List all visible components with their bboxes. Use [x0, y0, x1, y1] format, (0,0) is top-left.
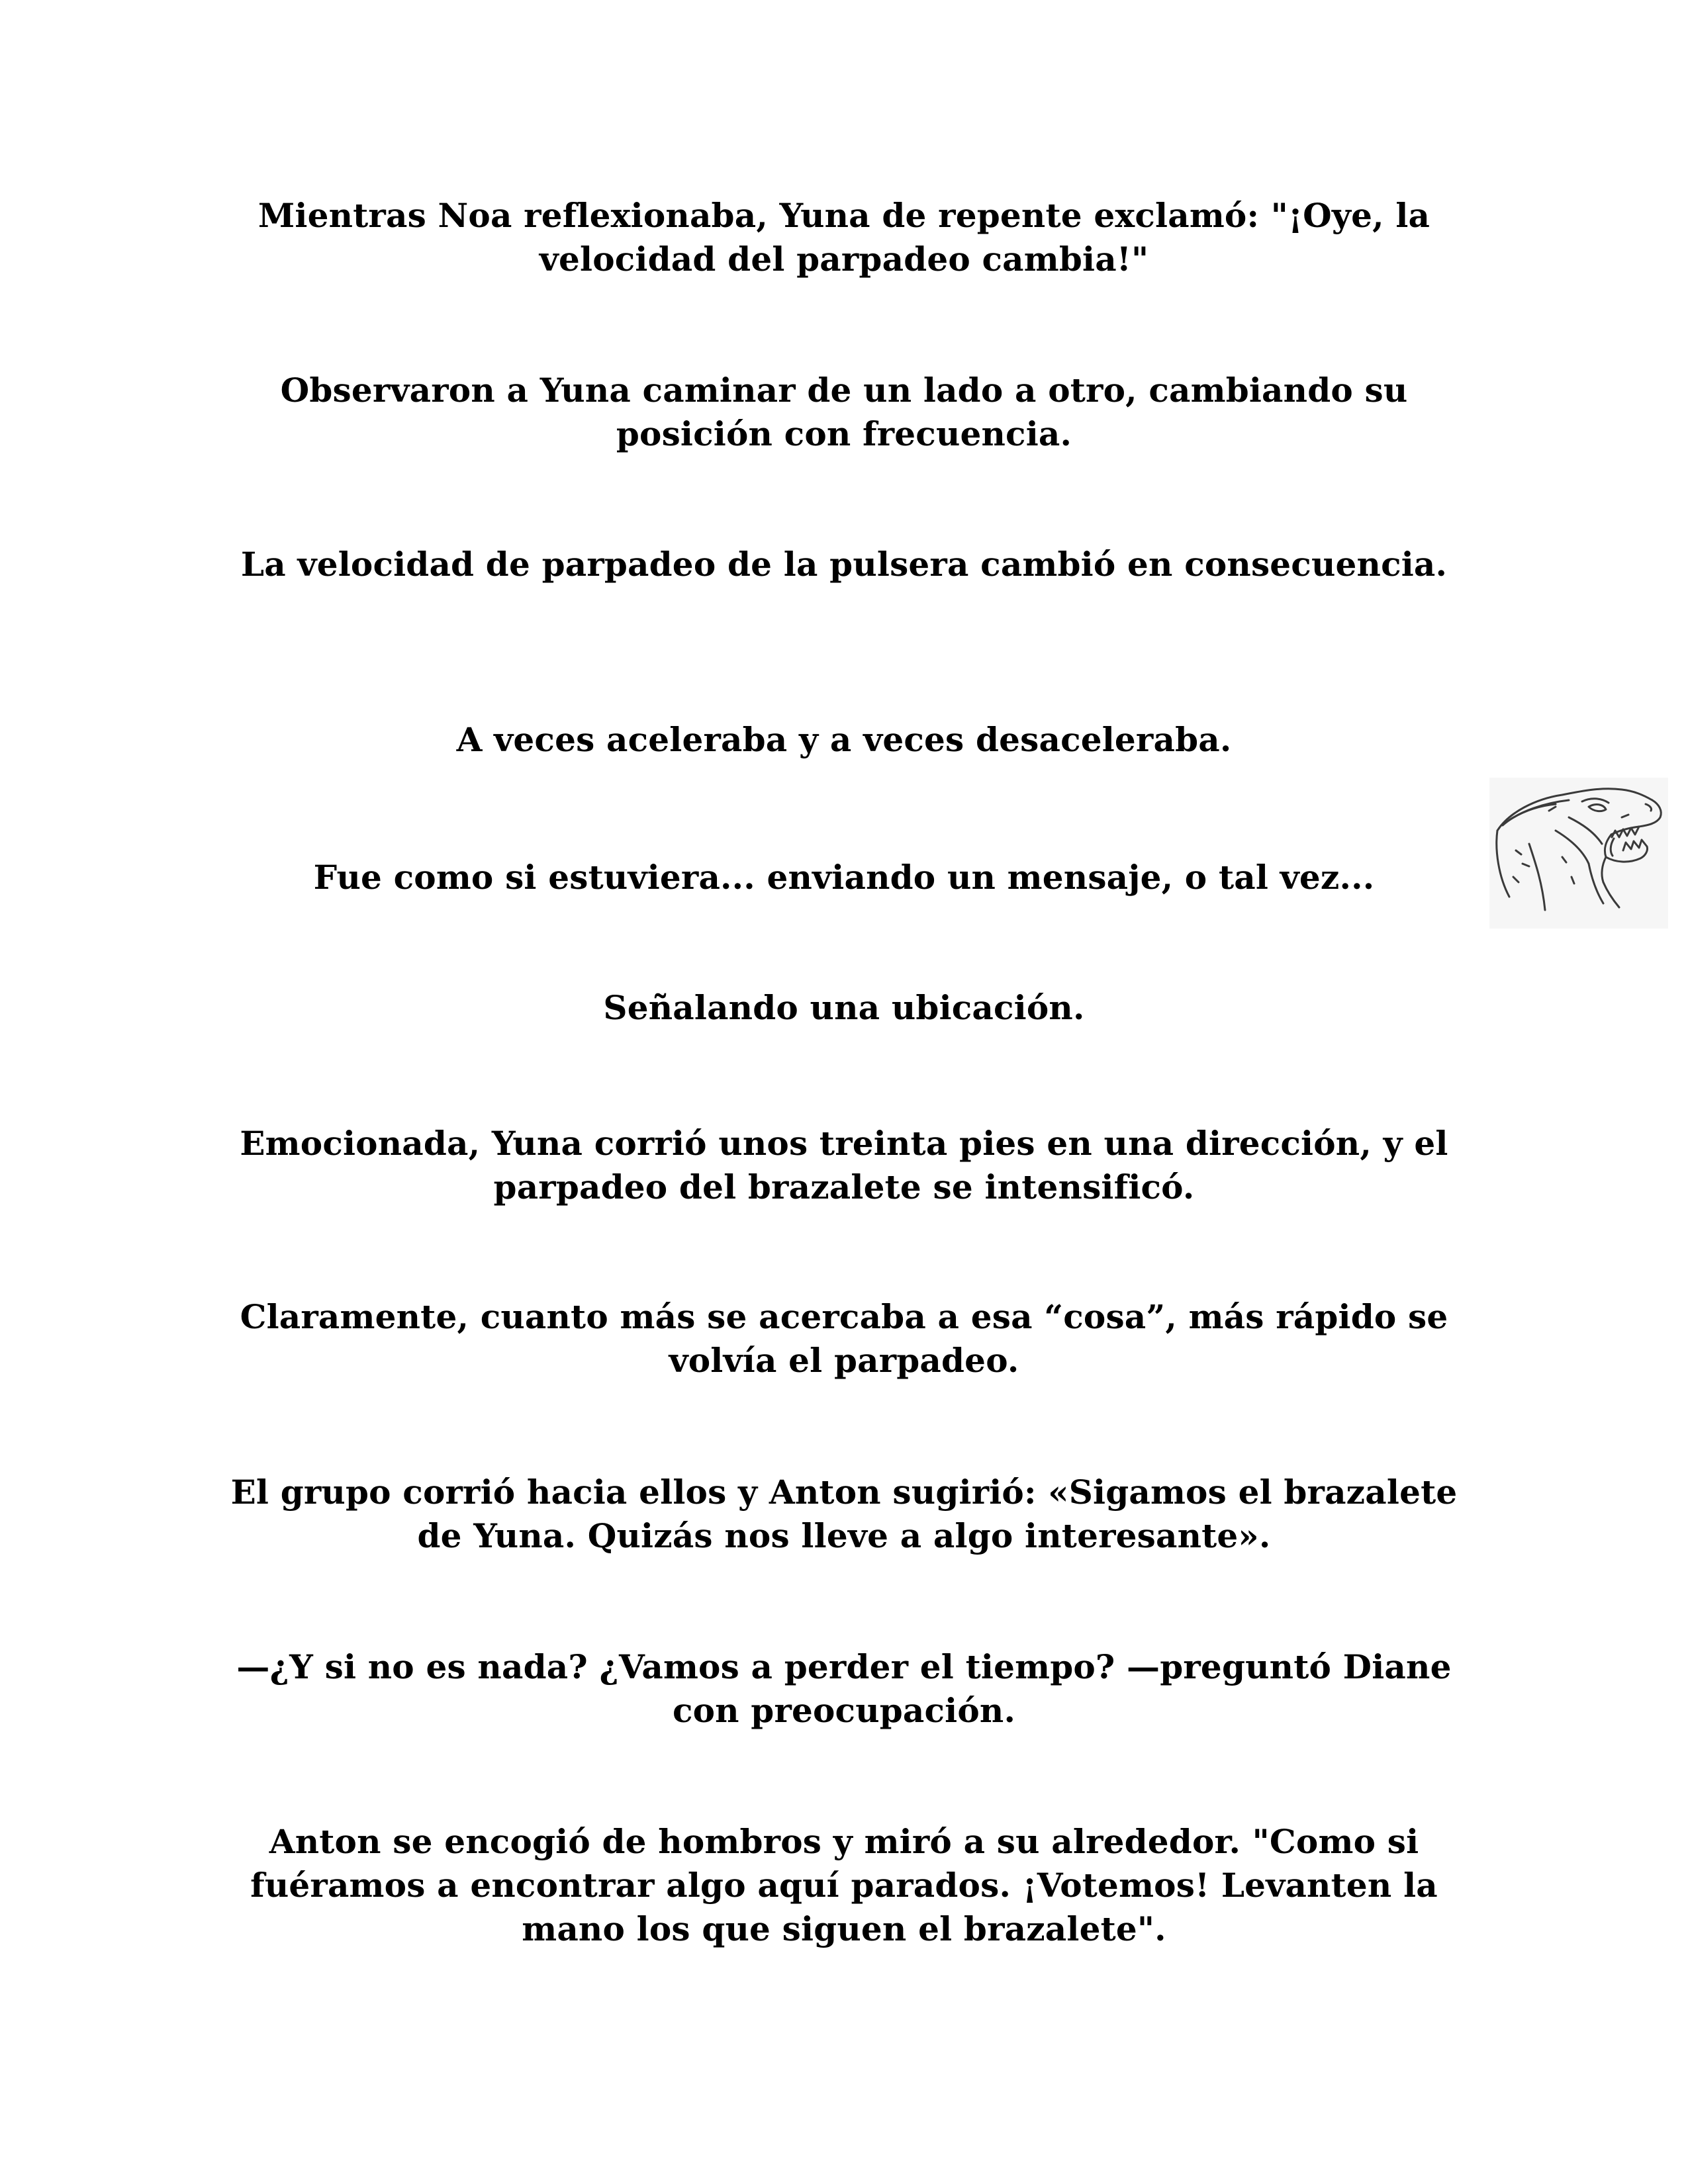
paragraph-10: —¿Y si no es nada? ¿Vamos a perder el tiempo? —preguntó Diane con preocupación. — [236, 1647, 1452, 1730]
paragraph-3: La velocidad de parpadeo de la pulsera cambió en consecuencia. — [240, 545, 1448, 584]
paragraph-1: Mientras Noa reflexionaba, Yuna de repente exclamó: "¡Oye, la velocidad del parpadeo cambia!" — [258, 196, 1430, 279]
paragraph-8: Claramente, cuanto más se acercaba a esa “cosa”, más rápido se volvía el parpadeo. — [240, 1297, 1448, 1380]
paragraph-9: El grupo corrió hacia ellos y Anton sugirió: «Sigamos el brazalete de Yuna. Quizás nos lleve a algo interesante». — [230, 1473, 1458, 1555]
paragraph-7: Emocionada, Yuna corrió unos treinta pies en una dirección, y el parpadeo del brazalete se intensificó. — [240, 1124, 1448, 1206]
paragraph-2: Observaron a Yuna caminar de un lado a otro, cambiando su posición con frecuencia. — [280, 371, 1408, 453]
paragraph-4: A veces aceleraba y a veces desaceleraba. — [456, 720, 1232, 759]
paragraph-5: Fue como si estuviera... enviando un mensaje, o tal vez... — [313, 858, 1375, 897]
paragraph-11: Anton se encogió de hombros y miró a su alrededor. "Como si fuéramos a encontrar algo aquí parados. ¡Votemos! Levanten la mano los que siguen el brazalete". — [250, 1822, 1438, 1948]
dinosaur-head-sketch-icon — [1489, 778, 1668, 929]
paragraph-6: Señalando una ubicación. — [603, 988, 1085, 1027]
